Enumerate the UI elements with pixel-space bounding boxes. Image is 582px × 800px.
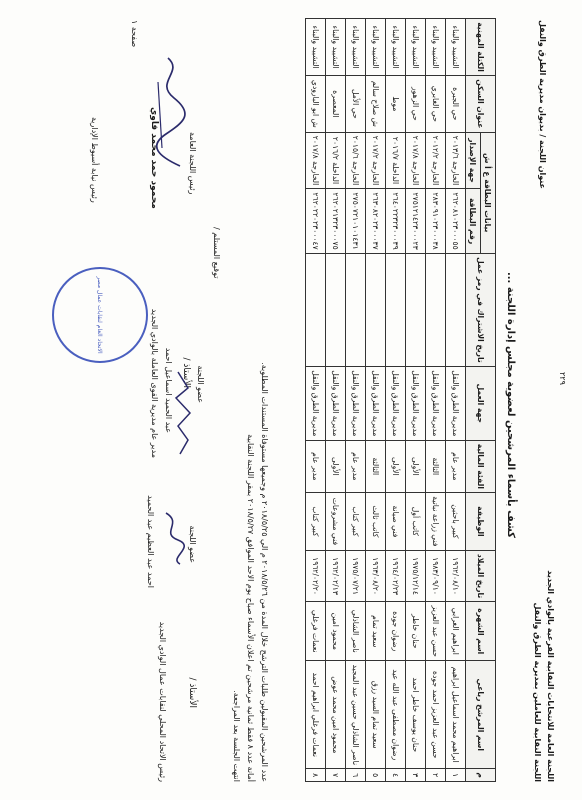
rotated-sheet (16, 12, 568, 788)
cell-id_no: ٢٨٣٠٩١٠٢٣٠٠٠٣٨ (426, 189, 446, 253)
candidates-table (305, 18, 496, 782)
cell-no: ٦ (346, 769, 366, 782)
document-title: كشف بأسماء المرشحين لعضوية مجلس إدارة اللجنة ... (505, 271, 516, 538)
cell-no: ٥ (366, 769, 386, 782)
cell-membership (386, 253, 406, 366)
cell-dob: ١٩٧٥/١٢/١٤ (406, 550, 426, 602)
cell-dob: ١٩٦٤/٠٢/٢٣ (386, 550, 406, 602)
cell-grade: الأولى (326, 440, 346, 493)
sig-mid2-name: عبد الحميد اسماعيل احمد (164, 347, 173, 433)
col-membership: تاريخ الاشتراك في رمز عمل (466, 253, 496, 366)
cell-dob: ١٩٦٢/٠٢/٢٠ (306, 550, 326, 602)
cell-address: حي الأمل (346, 76, 366, 133)
cell-id_no: ٢٦٢٠٢١٣٢٣٠٠٠٧٥ (326, 189, 346, 253)
cell-name: حسن عبد العزيز احمد جودة (426, 661, 446, 769)
cell-id_issuer: الخارجة ٢٠١٥/٦ (346, 132, 366, 189)
col-id-no: رقم البطاقة (466, 189, 481, 253)
cell-name: حنان يوسف خاطر احمد (406, 661, 426, 769)
cell-job: كاتب ثالث (366, 493, 386, 551)
col-nickname: اسم الشهرة (466, 602, 496, 661)
cell-grade: مدير عام (446, 440, 466, 493)
cell-membership (346, 253, 366, 366)
cell-name: ناصر الشاذلي حسين عبد المجيد (346, 661, 366, 769)
col-name: اسم المرشح رباعي (466, 661, 496, 769)
col-job: الوظيفة (466, 493, 496, 551)
cell-name: محمود امين محمد عوض (326, 661, 346, 769)
sig-mid2-label: الأستاذ / (181, 357, 191, 388)
table-row (426, 19, 446, 782)
head-name: محمود حمد محمد فاوي (149, 107, 159, 209)
cell-sector: التشييد والبناء (306, 19, 326, 76)
cell-job: كبير باحثين (446, 493, 466, 551)
cell-address: المعصرة (326, 76, 346, 133)
cell-id_no: ٢٦٣٠٨٢٠٢٣٠٠٠٣٧ (366, 189, 386, 253)
cell-workplace: مديرية الطرق والنقل (366, 367, 386, 441)
cell-job: فني مشروعات (326, 493, 346, 551)
cell-job: فني صيانة (386, 493, 406, 551)
table-row (326, 19, 346, 782)
col-grade: الفئة المالية (466, 440, 496, 493)
cell-membership (306, 253, 326, 366)
cell-address: ش ابو البارودي (306, 76, 326, 133)
col-workplace: جهة العمل (466, 367, 496, 441)
cell-grade: مدير عام (306, 440, 326, 493)
official-stamp (52, 267, 148, 363)
table-row (386, 19, 406, 782)
cell-dob: ١٩٨٣/٠٩/١٠ (426, 550, 446, 602)
cell-grade: الثالثة (366, 440, 386, 493)
table-row (306, 19, 326, 782)
cell-dob: ١٩٧٥/٠٧/٢١ (346, 550, 366, 602)
cell-nickname: ابراهيم الغرابي (446, 602, 466, 661)
cell-sector: التشييد والبناء (346, 19, 366, 76)
sig-right-label: الأستاذ / (187, 677, 197, 708)
cell-id_issuer: الخارجة ٢٠١٧/٢ (366, 132, 386, 189)
cell-grade: مدير عام (346, 440, 366, 493)
cell-membership (366, 253, 386, 366)
table-row (346, 19, 366, 782)
cell-id_issuer: الخارجة ٢٠١٧/٨ (406, 132, 426, 189)
cell-address: موط (386, 76, 406, 133)
cell-id_no: ٢٧٥٠٧٢١٠١٠١٤٣١ (346, 189, 366, 253)
page-number: ٢٢٩ (558, 372, 567, 385)
cell-no: ٢ (426, 769, 446, 782)
cell-sector: التشييد والبناء (426, 19, 446, 76)
page-footer: صفحة ١ (130, 20, 139, 48)
note-line-3: انتهت الجلسة بعد المراجعة. (232, 690, 241, 782)
cell-sector: التشييد والبناء (326, 19, 346, 76)
sig-mid2-role: عضو اللجنة (196, 365, 205, 403)
cell-name: ابراهيم محمد اسماعيل ابراهيم (446, 661, 466, 769)
cell-workplace: مديرية الطرق والنقل (406, 367, 426, 441)
cell-nickname: محمود امين (326, 602, 346, 661)
cell-id_issuer: الخارجة ٢٠١٧/٨ (306, 132, 326, 189)
cell-nickname: حسن عبد العزيز (426, 602, 446, 661)
signature-mark-1 (158, 508, 188, 568)
cell-membership (326, 253, 346, 366)
cell-grade: الأولى (406, 440, 426, 493)
cell-id_no: ٢٦٤٠٢٢٣٢٣٠٠٠٣٩ (386, 189, 406, 253)
header-right-2: اللجنة النقابية للعاملين بمديرية الطرق والنقل (533, 602, 542, 782)
cell-dob: ١٩٦٢/٠٢/١٣ (326, 550, 346, 602)
cell-sector: التشييد والبناء (446, 19, 466, 76)
cell-workplace: مديرية الطرق والنقل (306, 367, 326, 441)
cell-workplace: مديرية الطرق والنقل (386, 367, 406, 441)
cell-workplace: مديرية الطرق والنقل (346, 367, 366, 441)
head-title: رئيس نيابة أسيوط الإدارية (90, 117, 99, 203)
note-line-2: أمانة عدد ٨ فقط ثمانية مرشحين تم اعلان الأسماء صباح يوم الاحد الموافق ٢٠١٨/٥/٢٧ بمقر اللجنة النقابية (246, 434, 255, 782)
cell-no: ٣ (406, 769, 426, 782)
head-role: رئيس اللجنة العامة (188, 132, 197, 195)
cell-nickname: سعيد تمام (366, 602, 386, 661)
table-row (446, 19, 466, 782)
cell-name: نعمات فرغلي ابراهيم احمد (306, 661, 326, 769)
col-dob: تاريخ الميلاد (466, 550, 496, 602)
cell-workplace: مديرية الطرق والنقل (446, 367, 466, 441)
cell-id_issuer: الداخلة ٢٠١٦/٢ (326, 132, 346, 189)
cell-sector: التشييد والبناء (366, 19, 386, 76)
header-left: عنوان اللجنة / بديوان مديرية الطرق والنقل (538, 20, 547, 190)
cell-job: كبير كتاب (306, 493, 326, 551)
col-address: عنوان السكن (466, 76, 496, 133)
cell-membership (406, 253, 426, 366)
cell-job: كاتب أول (406, 493, 426, 551)
sig-mid1-name: احمد عبد العظيم عبد الحميد (146, 495, 155, 588)
cell-nickname: حنان خاطر (406, 602, 426, 661)
cell-id_no: ٢٦٢٠٢٢٠٢٣٠٠٠٤٧ (306, 189, 326, 253)
col-id-group: بيانات البطاقة ع أ ش (481, 132, 496, 253)
cell-dob: ١٩٦٢/٠٨/١٠ (446, 550, 466, 602)
cell-no: ١ (446, 769, 466, 782)
cell-name: سعيد تمام السيد رزق (366, 661, 386, 769)
sig-mid1-role: عضو اللجنة (188, 525, 197, 563)
cell-address: حي الزهور (406, 76, 426, 133)
cell-workplace: مديرية الطرق والنقل (426, 367, 446, 441)
cell-nickname: رضوان جودة (386, 602, 406, 661)
cell-grade: الأولى (386, 440, 406, 493)
col-sector: الكتلة المهنية (466, 19, 496, 76)
cell-id_no: ٢٧٥١٢١٤٢٣٠٠٠٢٣ (406, 189, 426, 253)
cell-id_issuer: الخارجة ٢٠١٣/٦ (446, 132, 466, 189)
note-line-1: عدد المرشحين المقبولين طلبات الترشح خلال المدة من ٢٠١٨/٥/٢٦ م الي ٢٠١٨/٥/٢٥ م وجميعها مستوفاة المستندات المطلوبة. (260, 362, 269, 782)
col-id-issuer: جهة الإصدار (466, 132, 481, 189)
cell-sector: التشييد والبناء (386, 19, 406, 76)
cell-address: ش صلاح سالم (366, 76, 386, 133)
receiver-signature-label: توقيع المستلم / (212, 227, 221, 279)
cell-nickname: ناصر الشاذلي (346, 602, 366, 661)
sig-mid2-title: مدير عام مديرية القوى العاملة بالوادي الجديد (150, 308, 159, 458)
table-row (366, 19, 386, 782)
sig-right-role: رئيس الاتحاد المحلي لنقابات عمال الوادي الجديد (158, 621, 167, 782)
cell-job: فني زراعة نباتية (426, 493, 446, 551)
candidates-body (306, 19, 466, 782)
cell-nickname: نعمات فرغلي (306, 602, 326, 661)
cell-job: كبير كتاب (346, 493, 366, 551)
cell-grade: الثالثة (426, 440, 446, 493)
cell-workplace: مديرية الطرق والنقل (326, 367, 346, 441)
cell-sector: التشييد والبناء (406, 19, 426, 76)
cell-name: رضوان مصطفى عبد الله عيد (386, 661, 406, 769)
cell-no: ٧ (326, 769, 346, 782)
cell-membership (446, 253, 466, 366)
header-right-1: اللجنة العامة للانتخابات النقابية الفرعية بالوادي الجديد (546, 570, 555, 782)
cell-address: حي الغابري (426, 76, 446, 133)
cell-dob: ١٩٦٣/٠٨/٢٠ (366, 550, 386, 602)
stamp-text: الاتحاد العام لنقابات عمال مصر (96, 276, 104, 354)
table-row (406, 19, 426, 782)
cell-id_issuer: الخارجة ٢٠١٢/٢ (426, 132, 446, 189)
cell-no: ٨ (306, 769, 326, 782)
cell-membership (426, 253, 446, 366)
cell-no: ٤ (386, 769, 406, 782)
cell-id_issuer: الداخلة ٢٠١٦/٧ (386, 132, 406, 189)
col-no: م (466, 769, 496, 782)
cell-id_no: ٢٦٢٠٨١٠٢٣٠٠٠٥٥ (446, 189, 466, 253)
cell-address: حي الجبرة (446, 76, 466, 133)
